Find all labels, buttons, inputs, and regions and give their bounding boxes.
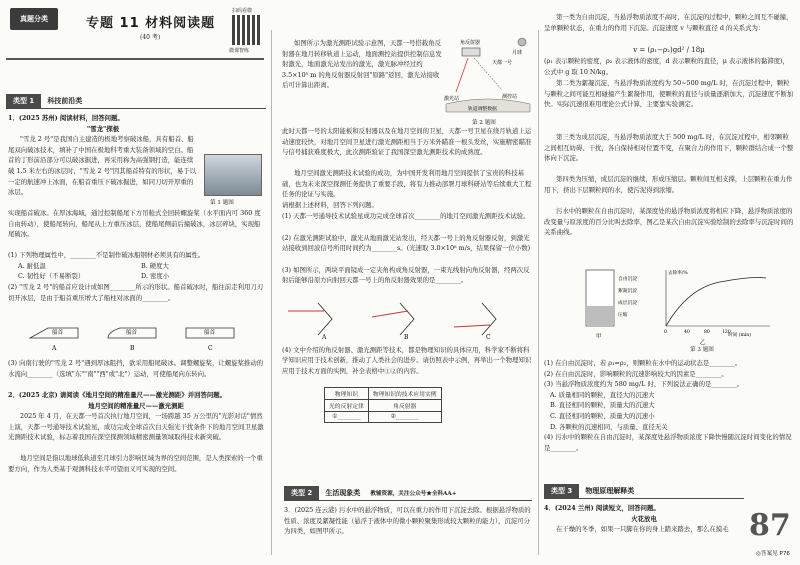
article-paragraph: 地月空间是指以地球低轨道至月球引力影响区域为界的空间范围，是人类探索的一个重要方向，作为人类基于观测科技水平可望而又可实现的空间。 [8,454,263,473]
option[interactable]: A. 质量相同的颗粒，直径大的沉速大 [550,390,655,399]
section-tag: 类型 1 [6,94,41,108]
figure-label: 测控站 [502,94,518,100]
figure-sub-caption: 甲 [596,334,602,340]
section-name: 物理原理解释类 [585,487,635,495]
figure-label: 角反射器 [460,40,481,46]
option-row [8,271,264,282]
section-name: 科技前沿类 [47,97,83,105]
article-paragraph: 第三类为成层沉淀，当悬浮物质浓度大于 500 mg/L 时，在沉淀过程中，相邻颗粒之间相互妨碍、干扰，各自保持相对位置不变，在聚合力的作用下，颗粒群结合成一个整体向下沉淀。 [544,133,794,163]
option[interactable]: A. 耐低温 [18,261,46,270]
question-3-text [544,12,794,238]
article-paragraph: 此时天都一号的太阳能板和反射器以及在地月空间的卫星，天都一号卫星在绕月轨道上运动速度较快，对地月空间卫星进行激光测距相当于万米外瞄准一根头发丝，实施精密瞄准与信号捕获难度极大，此次测距验证了我国深空激光测距技术的成熟度。 [282,127,532,157]
sub-question: (1) 下列物理属性中，________不是制作破冰船钢材必须具有的属性。 [8,251,205,260]
table-row [325,411,442,422]
question-2-cont [282,38,442,122]
article-paragraph: "雪龙 2 号"是我国自主建造的极地考察破冰船，具有船首、船尾双向破冰技术，填补了中国在极地科考重大装备领域的空白。船首的丁形前沿部分可以破冰掘进，再采用称为高强钢打造，能连续破 1.5 米左右的冰层时，"雪龙 2 号"因其船首特有的形状，易于以一定的航速冲上冰面，在船首重压下破冰掘进，如同刀切开厚重的冰层。 [8,135,196,197]
table-cell[interactable]: ①________ [325,411,369,422]
removal-rate-curve [666,278,766,327]
table-row [325,399,442,411]
question-3-subs [544,358,794,454]
topic-title: 专题 11 材料阅读题 [86,16,216,31]
right-column [540,0,798,565]
column-divider [538,30,539,555]
sub-question: (3) 当悬浮物质浓度约为 580 mg/L 时，下列说法正确的是________。 [544,380,744,389]
jar-label: 自由沉淀 [618,277,638,282]
shape-option-c: C [208,344,213,352]
shape-label: 船首 [126,329,138,336]
section-name: 生活现象类 [325,489,361,497]
question-3-head: 3．(2025 连云港) 污水中的悬浮物质，可以在重力的作用下沉淀去除。根据悬浮物质的性质、浓度及絮凝性能（悬浮于液体中的微小颗粒聚集形成较大颗粒的能力），沉淀可分为四类，如图甲所示。 [284,506,531,536]
question-head: 1．(2025 苏州) 阅读材料，回答问题。 [8,114,124,122]
article-paragraph: 第一类为自由沉淀，当悬浮物质浓度不高时，在沉淀的过程中，颗粒之间互不碰撞，呈单颗粒状态，在重力的作用下沉淀。沉淀速度 v 与颗粒直径 d 的关系式为： [544,13,793,32]
brand-logo: 真题分类 [10,8,58,30]
table-header: 物理知识的技术应用实例 [368,387,441,399]
question-1 [8,113,264,473]
sedimentation-formula: v = (ρ₁−ρ₂)gd² / 18μ [633,46,705,54]
section-rule [544,498,744,499]
section-rule [6,108,266,109]
table-cell: 光的反射定律 [325,399,369,411]
question-head: 2．(2025 北京) 请阅读《地月空间的精准量尺——激光测距》并回答问题。 [8,390,227,399]
sub-question: (4) 污水中的颗粒在自由沉淀时，某深度处悬浮物质浓度下降快慢随沉淀时间变化的情况是________。 [544,433,792,452]
shape-option-b: B [130,344,135,352]
topic-score: (40 考) [140,34,161,41]
article-paragraph: 在干燥的冬季，如果一只脚在你的身上踏来踏去，那么在摸毛 [556,525,729,534]
figure-label: 天都一号 [492,60,513,66]
sub-question: (2) 在自由沉淀时，影响颗粒的沉速影响较大的因素是________。 [544,369,728,378]
shape-option-a: A [52,344,57,352]
article-title: 地月空间的精准量尺——激光测距 [88,401,184,410]
sub-question: (3) 向南行驶的"雪龙 2 号"遇到厚冰阻挡，欲采用船尾破冰。调整螺旋桨，让螺旋桨推动的水流向________（选填"东""南""西"或"北"）运动，可使船尾向东转向。 [8,358,264,378]
section-type3 [544,484,634,498]
figure-caption: 第 1 题图 [210,199,234,206]
article-paragraph: 2025 年 4 月，在天都一号首次执行地月空间，一场跨越 35 万公里的"光影对话"情然上演，天都一号通导技术试验星，成功完成全球首次白天强光干扰条件下的地月空间卫星激光测距技术试验，标志着我国在深空探测领域精密测量领域取得技术新突破。 [8,412,264,442]
question-intro: 请根据上述材料，回答下列问题。 [282,201,378,209]
jar-label: 压缩 [618,313,628,318]
qr-sub-label: 微课智练 [229,48,250,54]
column-divider [271,30,272,555]
sub-question: (1) 在自由沉淀时，若 ρ₁=ρ₂，则颗粒在水中的运动状态是________。 [544,359,742,367]
figure-label: 轨道调整数据 [468,107,497,112]
page-number: 87 [749,508,791,543]
option[interactable]: B. 直径相同的颗粒，质量大的沉速大 [550,401,655,410]
qr-label: 扫码看微 [232,8,253,14]
section-tag: 类型 2 [284,486,319,500]
middle-column [276,0,536,565]
option[interactable]: B. 硬度大 [141,261,169,270]
figure-option: B [404,333,409,341]
table-cell[interactable]: ②________ [368,411,441,422]
option-row [8,261,264,272]
answer-reference[interactable]: ◎答案见 P76 [756,551,790,557]
axis-label-x: 时间 (min) [728,333,752,338]
option[interactable]: C. 直径相同的颗粒，质量大的沉速小 [550,411,655,420]
sub-question: (4) 文中介绍的角反射器、激光测距等技术，都是物理知识的具体应用，科学家不断将科学知识应用于技术创新，推动了人类社会的进步。请仿照表中示例，再举出一个物理知识应用于技术方面的实例，补全表格中①②的内容。 [282,345,532,375]
jar-label: 成层沉淀 [618,301,638,306]
figure-option: A [322,333,327,341]
option[interactable]: C. 韧性好（不易断裂） [18,272,85,281]
section-type1 [6,94,82,108]
sub-question: (3) 如图所示，两块平面镜成一定夹角构成角反射器，一束光线射向角反射器，经两次反射后能够沿原方向射回天都一号上的角反射器效果的是________。 [282,265,530,285]
article-paragraph: 实现船首破冰。在厚冰海域，通过控制船尾下方吊舱式全回转螺旋桨（水平面内可 360 度自由转动），使船尾转向，船尾从上方重压冰层，使船尾侧前后撞破冰，冰层碎块，实现船尾破冰。 [8,209,261,239]
article-title: 火花放电 [631,514,657,523]
article-title: "雪龙"探极 [86,124,120,133]
jar-label: 絮凝沉淀 [618,289,638,294]
tick-label: 80 [704,330,710,335]
qr-code-icon[interactable] [232,15,262,45]
figure-label: 激光站 [444,96,460,102]
article-paragraph: (ρ₁ 表示颗粒的密度，ρ₂ 表示液体的密度，d 表示颗粒的直径，μ 表示液体的黏滞度)，公式中 g 取 10 N/kg。 [544,57,789,76]
sub-question: (1) 天都一号通导技术试验星成功完成全球首次________的地月空间激光测距技术试验。 [282,211,530,220]
sub-question: (2) "雪龙 2 号"的船首应设计成如图________所示的形状。船首破冰时，船往前走利用刀刃切开冰层，是由于船首重压增大了船柱对冰面的________。 [8,282,264,302]
header-rule [6,58,264,60]
figure-label: 月球 [512,50,523,56]
left-column [0,0,268,565]
section-rule [284,500,532,501]
option[interactable]: D. 各颗粒的沉速相同，与质量、直径无关 [550,422,668,431]
article-paragraph: 地月空间激光测距技术试验的成功，为中国开发利用地月空间提供了宝贵的科技基础，也为未来深空探测任务提供了重要手段，将有力推动部署月球科研站等后续重大工程任务的论证与实施。 [282,169,532,199]
hull-shape-figure [8,314,264,354]
sedimentation-figure [580,266,780,346]
table-header-row [325,387,442,399]
section-type2 [284,486,456,500]
table-cell: 角反射器 [368,399,441,411]
question-4 [544,503,744,535]
tick-label: 40 [684,330,690,335]
sub-question: (2) 在激光测距试验中，激光从地面激光站发出，经天都一号上的角反射器反射，到激光站接收到回波信号所用时间约为________s。(光速取 3.0×10⁸ m/s，结果保留一位小数) [282,233,531,253]
icebreaker-photo [204,154,262,196]
question-head: 4．(2024 兰州) 阅读短文，回答问题。 [544,504,660,512]
article-paragraph: 如图所示为激光测距试验示意图，天都一号搭载角反射器在地月转移轨道上运动，地面测控站提供控制信息发射激光，地面激光站发出的激光，激光脉冲经过约 3.5×10⁵ m 的角反射器反射回"原路"返回，激光站接收后可计算出距离。 [282,39,442,90]
table-header: 物理知识 [325,387,369,399]
axis-label-y: 去除率/% [668,271,688,276]
corner-reflector-figure [282,297,532,341]
laser-ranging-figure [442,34,534,118]
figure-caption: 第 3 题图 [690,347,714,353]
figure-sub-caption: 乙 [700,340,706,346]
shape-label: 船首 [204,329,216,336]
section-tag: 类型 3 [544,484,579,498]
tick-label: 0 [664,330,667,335]
figure-option: C [486,333,491,341]
question-2-text [282,126,532,423]
section-extra: 教辅资源，关注公众号★全科AA+ [370,491,457,497]
knowledge-table [324,387,442,423]
shape-label: 船首 [52,329,64,336]
tick-label: 120 [722,330,731,335]
article-paragraph: 污水中的颗粒在自由沉淀时，某深度处的悬浮物质浓度将相应下降，悬浮物质浓度的改变量与原浓度的百分比叫去除率，图乙是某次自由沉淀实验绘制的去除率与沉淀时间的关系曲线。 [544,207,794,237]
article-paragraph: 第四类为压缩，成层沉淀的继续，形成压缩层。颗粒间互相支撑，上层颗粒在重力作用下，挤出下层颗粒间的水，使污泥得到浓缩。 [544,175,793,194]
option[interactable]: D. 密度小 [141,272,170,281]
figure-caption: 第 2 题图 [472,120,496,126]
article-paragraph: 第二类为絮凝沉淀，当悬浮物质浓度约为 50~500 mg/L 时，在沉淀过程中，颗粒与颗粒之间可能互相碰撞产生絮凝作用，使颗粒的直径与质量逐渐加大，沉淀速度不断加快。实际沉速很难用理论公式计算，主要靠实验测定。 [544,79,794,109]
